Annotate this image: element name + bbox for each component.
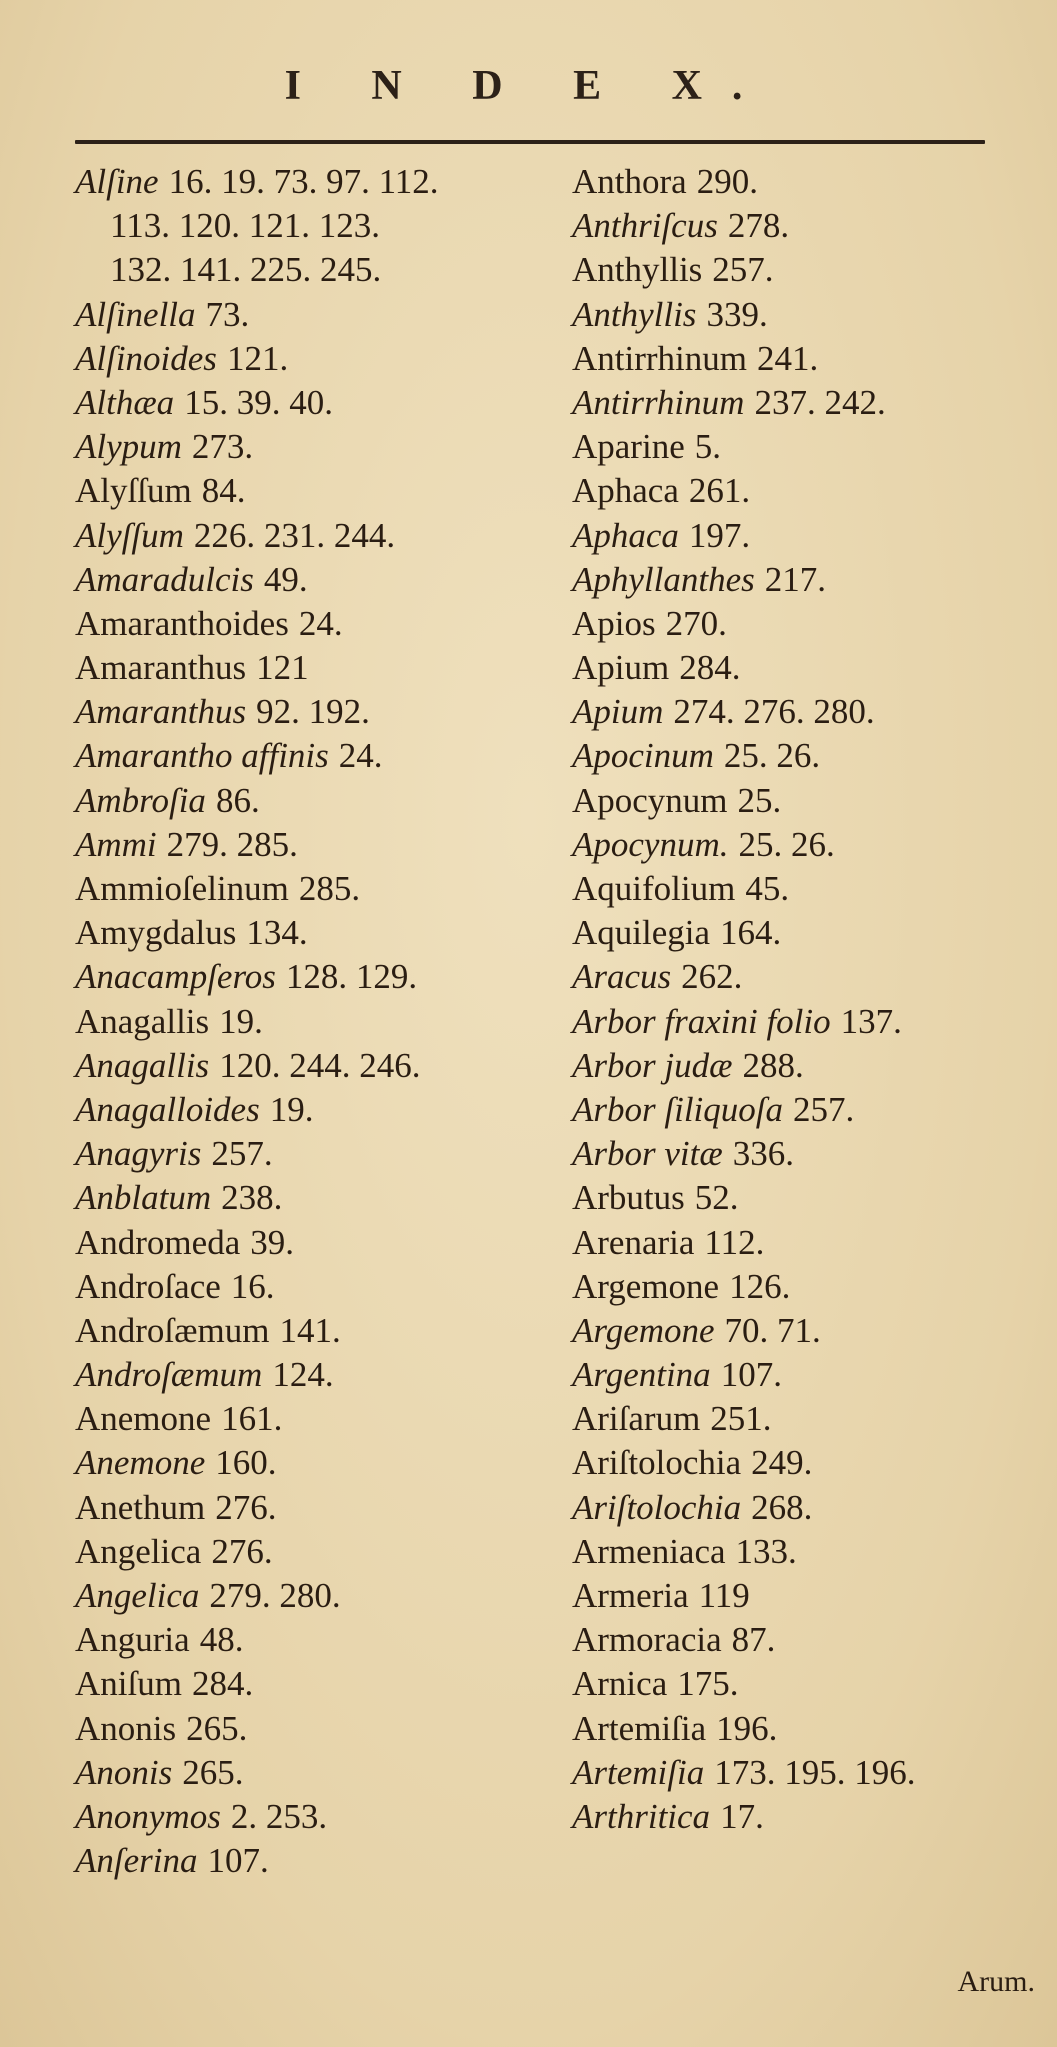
- entry-pages: 25.: [737, 780, 782, 820]
- entry-name: Alyſſum: [75, 515, 184, 555]
- entry-pages: 217.: [764, 559, 826, 599]
- entry-pages: 257.: [793, 1089, 855, 1129]
- entry-name: Ammi: [75, 824, 157, 864]
- index-entry: [572, 602, 1042, 646]
- entry-pages: 24.: [298, 603, 343, 643]
- index-entry: [572, 911, 1042, 955]
- entry-pages: 164.: [720, 913, 782, 953]
- index-entry: [572, 955, 1042, 999]
- index-entry: [75, 690, 545, 734]
- entry-pages: 121.: [226, 338, 289, 378]
- entry-name: Argemone: [572, 1310, 715, 1350]
- entry-name: Anagallis: [75, 1001, 210, 1041]
- entry-pages: 226. 231. 244.: [193, 515, 396, 555]
- entry-name: Aphaca: [572, 515, 679, 555]
- index-entry: [572, 248, 1042, 292]
- entry-pages: 48.: [199, 1620, 244, 1660]
- index-entry: [75, 1795, 545, 1839]
- entry-pages: 73.: [205, 294, 250, 334]
- index-entry: [572, 1530, 1042, 1574]
- entry-pages: 25. 26.: [723, 736, 821, 776]
- entry-pages: 49.: [263, 559, 308, 599]
- entry-name: Aquifolium: [572, 869, 736, 908]
- index-entry: [572, 1132, 1042, 1176]
- index-entry: [572, 734, 1042, 778]
- index-entry: [75, 160, 545, 204]
- entry-name: Arenaria: [572, 1222, 695, 1262]
- entry-pages: 25. 26.: [738, 824, 835, 864]
- entry-name: Armeniaca: [572, 1531, 726, 1571]
- entry-name: Angelica: [75, 1531, 202, 1571]
- entry-name: Amygdalus: [75, 913, 237, 953]
- entry-name: Aphaca: [572, 471, 679, 511]
- entry-name: Ariſtolochia: [572, 1443, 742, 1483]
- index-column-left: [75, 160, 545, 1883]
- entry-pages: 113. 120. 121. 123.: [110, 206, 380, 246]
- index-entry: [572, 514, 1042, 558]
- entry-name: Apocynum.: [572, 824, 729, 864]
- index-entry: [572, 1662, 1042, 1706]
- index-entry: [75, 1353, 545, 1397]
- entry-pages: 45.: [745, 869, 790, 908]
- entry-name: Arbor judæ: [572, 1045, 733, 1085]
- entry-name: Androſæmum: [75, 1355, 263, 1395]
- entry-name: Amaranthus: [75, 692, 247, 732]
- entry-name: Argentina: [572, 1355, 711, 1395]
- entry-pages: 273.: [191, 427, 254, 467]
- entry-pages: 128. 129.: [285, 957, 418, 997]
- index-entry: [572, 337, 1042, 381]
- entry-pages: 70. 71.: [724, 1310, 821, 1350]
- index-entry: [75, 1309, 545, 1353]
- index-entry: [572, 1486, 1042, 1530]
- entry-name: Aracus: [572, 957, 672, 997]
- index-entry: [75, 1839, 545, 1883]
- entry-name: Anthyllis: [572, 294, 697, 334]
- entry-name: Anonis: [75, 1752, 173, 1792]
- index-entry: [75, 293, 545, 337]
- entry-pages: 251.: [710, 1399, 772, 1439]
- entry-name: Armeria: [572, 1576, 689, 1615]
- entry-name: Anſerina: [75, 1841, 198, 1881]
- index-entry: [572, 381, 1042, 425]
- entry-pages: 87.: [731, 1620, 776, 1660]
- entry-name: Arbor fraxini folio: [572, 1001, 831, 1041]
- index-entry: [572, 867, 1042, 911]
- index-entry: [572, 1353, 1042, 1397]
- index-entry: [75, 1530, 545, 1574]
- header-rule: [75, 140, 985, 144]
- entry-pages: 84.: [201, 471, 246, 511]
- entry-pages: 336.: [732, 1134, 794, 1174]
- entry-name: Amaradulcis: [75, 559, 254, 599]
- entry-name: Amaranthoides: [75, 603, 289, 643]
- index-entry: [75, 1044, 545, 1088]
- entry-name: Alſinoides: [75, 338, 217, 378]
- index-entry: [75, 602, 545, 646]
- entry-name: Alſinella: [75, 294, 196, 334]
- entry-pages: 107.: [720, 1355, 782, 1395]
- entry-pages: 276.: [211, 1531, 273, 1571]
- entry-name: Arbor ſiliquoſa: [572, 1089, 783, 1129]
- entry-pages: 160.: [215, 1443, 277, 1483]
- entry-name: Antirrhinum: [572, 338, 747, 378]
- index-entry: [572, 1618, 1042, 1662]
- entry-pages: 137.: [840, 1001, 902, 1041]
- index-entry: [75, 1088, 545, 1132]
- index-entry: [75, 514, 545, 558]
- index-entry: [572, 1044, 1042, 1088]
- entry-pages: 257.: [211, 1134, 273, 1174]
- index-entry: [75, 1574, 545, 1618]
- index-entry: [572, 779, 1042, 823]
- index-entry: [75, 779, 545, 823]
- entry-name: Arbutus: [572, 1178, 685, 1218]
- index-entry: [75, 1176, 545, 1220]
- index-entry: [75, 646, 545, 690]
- entry-pages: 257.: [712, 250, 774, 290]
- index-entry: [75, 1265, 545, 1309]
- entry-pages: 278.: [727, 206, 790, 246]
- index-entry: [572, 204, 1042, 248]
- index-entry: [572, 1088, 1042, 1132]
- index-entry: [572, 160, 1042, 204]
- entry-name: Antirrhinum: [572, 382, 745, 422]
- index-entry: [75, 823, 545, 867]
- entry-pages: 288.: [742, 1045, 804, 1085]
- entry-pages: 268.: [751, 1487, 813, 1527]
- entry-pages: 237. 242.: [754, 382, 886, 422]
- entry-pages: 15. 39. 40.: [184, 382, 333, 422]
- index-entry: [75, 867, 545, 911]
- entry-pages: 119: [698, 1576, 750, 1615]
- entry-pages: 285.: [298, 869, 361, 908]
- entry-pages: 124.: [272, 1355, 334, 1395]
- entry-pages: 238.: [221, 1178, 283, 1218]
- entry-name: Althæa: [75, 382, 175, 422]
- index-entry: [572, 823, 1042, 867]
- entry-pages: 339.: [706, 294, 768, 334]
- catchword: Arum.: [957, 1965, 1035, 1998]
- index-entry: [572, 1751, 1042, 1795]
- index-entry: [572, 1441, 1042, 1485]
- entry-pages: 132. 141. 225. 245.: [110, 250, 382, 290]
- entry-pages: 265.: [186, 1708, 248, 1748]
- entry-name: Arbor vitæ: [572, 1134, 723, 1174]
- entry-pages: 120. 244. 246.: [219, 1045, 421, 1085]
- page-title: I N D E X.: [284, 63, 773, 109]
- index-entry: [572, 1574, 1042, 1618]
- entry-name: Anthriſcus: [572, 206, 718, 246]
- index-column-right: [572, 160, 1042, 1839]
- entry-pages: 279. 280.: [209, 1576, 341, 1615]
- entry-pages: 107.: [207, 1841, 269, 1881]
- index-entry: [572, 558, 1042, 602]
- index-entry: [572, 1397, 1042, 1441]
- index-entry: [75, 1221, 545, 1265]
- entry-pages: 161.: [221, 1399, 283, 1439]
- entry-name: Anonis: [75, 1708, 177, 1748]
- entry-pages: 2. 253.: [230, 1796, 328, 1836]
- index-entry: [572, 425, 1042, 469]
- index-entry: [75, 911, 545, 955]
- entry-pages: 92. 192.: [256, 692, 370, 732]
- index-entry: [75, 1397, 545, 1441]
- entry-pages: 173. 195. 196.: [714, 1752, 916, 1792]
- index-entry: [75, 1441, 545, 1485]
- index-entry: [572, 690, 1042, 734]
- index-entry: [75, 248, 545, 292]
- entry-pages: 284.: [679, 648, 741, 688]
- index-entry: [75, 1662, 545, 1706]
- index-entry: [572, 1176, 1042, 1220]
- entry-name: Artemiſia: [572, 1708, 707, 1748]
- entry-pages: 16. 19. 73. 97. 112.: [168, 162, 439, 201]
- index-entry: [572, 469, 1042, 513]
- entry-pages: 19.: [219, 1001, 263, 1041]
- entry-pages: 279. 285.: [166, 824, 298, 864]
- index-entry: [75, 955, 545, 999]
- entry-pages: 126.: [729, 1266, 791, 1306]
- entry-pages: 290.: [696, 162, 758, 201]
- entry-name: Ariſarum: [572, 1399, 701, 1439]
- index-entry: [75, 558, 545, 602]
- entry-pages: 249.: [751, 1443, 813, 1483]
- entry-name: Armoracia: [572, 1620, 722, 1660]
- entry-pages: 16.: [230, 1266, 275, 1306]
- entry-name: Aniſum: [75, 1664, 182, 1704]
- entry-pages: 39.: [250, 1222, 294, 1262]
- entry-name: Ambroſia: [75, 780, 206, 820]
- entry-pages: 197.: [688, 515, 751, 555]
- index-entry: [572, 1265, 1042, 1309]
- entry-name: Arthritica: [572, 1796, 711, 1836]
- entry-pages: 274. 276. 280.: [673, 692, 875, 732]
- entry-name: Aquilegia: [572, 913, 711, 953]
- entry-name: Anguria: [75, 1620, 190, 1660]
- index-entry: [572, 1221, 1042, 1265]
- entry-pages: 284.: [191, 1664, 254, 1704]
- entry-name: Apium: [572, 648, 670, 688]
- entry-pages: 262.: [681, 957, 743, 997]
- index-entry: [75, 425, 545, 469]
- entry-name: Anemone: [75, 1399, 212, 1439]
- entry-name: Anonymos: [75, 1796, 221, 1836]
- index-entry: [75, 1132, 545, 1176]
- entry-name: Anagyris: [75, 1134, 202, 1174]
- entry-pages: 261.: [688, 471, 751, 511]
- index-entry: [572, 1000, 1042, 1044]
- entry-name: Ariſtolochia: [572, 1487, 742, 1527]
- entry-name: Aphyllanthes: [572, 559, 755, 599]
- entry-pages: 196.: [716, 1708, 778, 1748]
- entry-pages: 52.: [694, 1178, 739, 1218]
- index-entry: [75, 1751, 545, 1795]
- index-entry: [75, 1618, 545, 1662]
- entry-name: Anagalloides: [75, 1089, 260, 1129]
- entry-pages: 141.: [279, 1310, 341, 1350]
- index-entry: [572, 1309, 1042, 1353]
- entry-pages: 86.: [215, 780, 260, 820]
- index-entry: [75, 469, 545, 513]
- entry-pages: 270.: [665, 603, 727, 643]
- entry-pages: 17.: [720, 1796, 764, 1836]
- entry-name: Anacampſeros: [75, 957, 276, 997]
- index-entry: [572, 1707, 1042, 1751]
- entry-name: Amarantho affinis: [75, 736, 329, 776]
- index-entry: [572, 646, 1042, 690]
- entry-name: Anemone: [75, 1443, 206, 1483]
- entry-pages: 241.: [756, 338, 819, 378]
- entry-name: Alypum: [75, 427, 182, 467]
- entry-name: Amaranthus: [75, 648, 247, 688]
- entry-name: Anthora: [572, 162, 687, 201]
- entry-pages: 134.: [246, 913, 308, 953]
- entry-name: Androſæmum: [75, 1310, 270, 1350]
- index-entry: [75, 204, 545, 248]
- index-entry: [572, 1795, 1042, 1839]
- entry-name: Argemone: [572, 1266, 720, 1306]
- index-entry: [572, 293, 1042, 337]
- entry-name: Apium: [572, 692, 664, 732]
- entry-pages: 265.: [182, 1752, 244, 1792]
- index-entry: [75, 1000, 545, 1044]
- index-entry: [75, 1707, 545, 1751]
- entry-name: Anthyllis: [572, 250, 703, 290]
- index-entry: [75, 337, 545, 381]
- entry-name: Alſine: [75, 162, 159, 201]
- index-entry: [75, 381, 545, 425]
- entry-pages: 19.: [269, 1089, 314, 1129]
- entry-name: Angelica: [75, 1576, 200, 1615]
- entry-pages: 112.: [704, 1222, 765, 1262]
- entry-name: Apocinum: [572, 736, 714, 776]
- entry-name: Apocynum: [572, 780, 728, 820]
- entry-pages: 121: [256, 648, 309, 688]
- entry-name: Ammioſelinum: [75, 869, 289, 908]
- entry-name: Anagallis: [75, 1045, 210, 1085]
- entry-name: Andromeda: [75, 1222, 241, 1262]
- entry-pages: 276.: [215, 1487, 277, 1527]
- entry-name: Androſace: [75, 1266, 221, 1306]
- entry-name: Apios: [572, 603, 656, 643]
- entry-pages: 5.: [694, 427, 721, 467]
- index-entry: [75, 734, 545, 778]
- entry-name: Alyſſum: [75, 471, 192, 511]
- entry-name: Anblatum: [75, 1178, 212, 1218]
- entry-name: Aparine: [572, 427, 685, 467]
- entry-pages: 175.: [677, 1664, 739, 1704]
- entry-pages: 24.: [338, 736, 383, 776]
- entry-pages: 133.: [735, 1531, 797, 1571]
- entry-name: Artemiſia: [572, 1752, 705, 1792]
- entry-name: Arnica: [572, 1664, 668, 1704]
- entry-name: Anethum: [75, 1487, 206, 1527]
- index-entry: [75, 1486, 545, 1530]
